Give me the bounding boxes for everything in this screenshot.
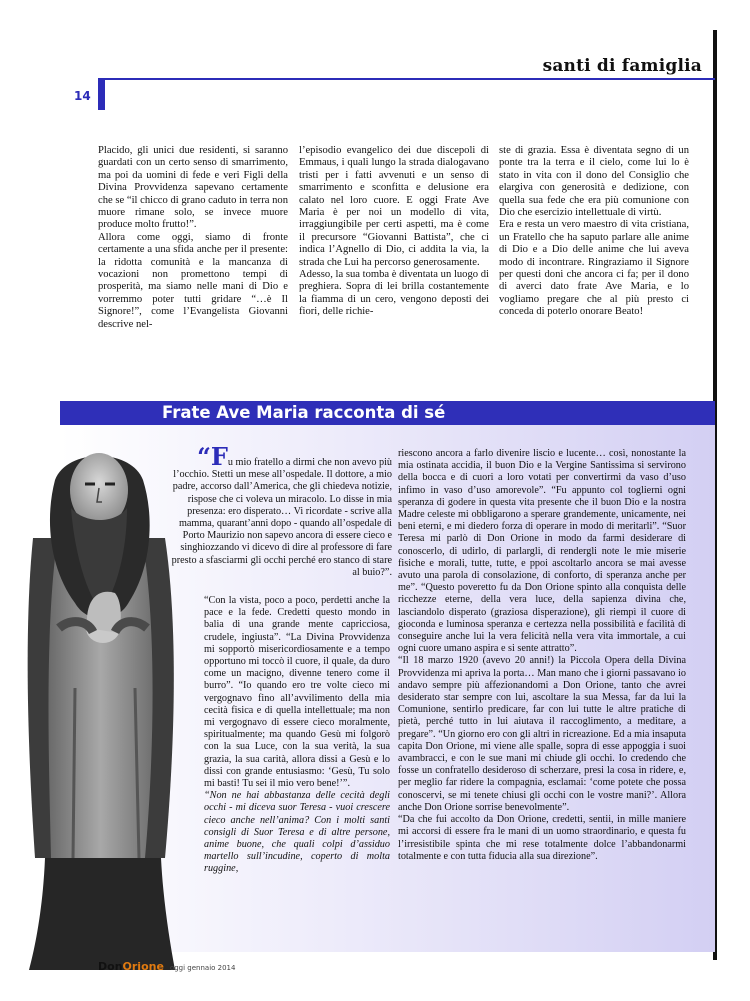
drop-cap: “F [197, 442, 228, 471]
footer-brand: Don [98, 960, 123, 973]
paragraph: Era e resta un vero maestro di vita cristiana, un Fratello che ha saputo parlare alle anime di Dio e a Dio delle anime che lui aveva modo di incontrare. Ringraziamo il Signore per questi doni che ancora ci fa; per il dono di averci dato frate Ave Maria, e lo vogliamo pregare che al più presto ci conceda di poterlo onorare Beato! [499, 219, 689, 318]
paragraph: l’episodio evangelico dei due discepoli di Emmaus, i quali lungo la strada dialogavano tristi per i fatti avvenuti e un senso di smarrimento e sconfitta e delusione era calato nel loro cuore. E oggi Frate Ave Maria è per noi un modello di vita, irraggiungibile per certi aspetti, ma è come il precursore “Giovanni Battista”, che ci indica l’Agnello di Dio, ci addita la via, la strada che Lui ha percorso generosamente. [299, 145, 489, 268]
footer-brand-accent: Orione [122, 960, 164, 973]
header-tab [98, 80, 105, 110]
article-column-2 [299, 145, 489, 319]
section-title: santi di famiglia [542, 56, 702, 76]
page-number: 14 [74, 89, 91, 103]
header-rule [98, 78, 715, 80]
footer [98, 960, 235, 973]
portrait-photo [15, 388, 187, 970]
box-title: Frate Ave Maria racconta di sé [162, 403, 446, 422]
box-intro [170, 442, 392, 579]
paragraph: riescono ancora a farlo divenire liscio e lucente… così, nonostante la mia ostinata accidia, il buon Dio e la Vergine Santissima si servirono della bocca e di cuori a loro votati per convertirmi da vaso d’uso infimo in vaso d’uso amorevole”. “Fu appunto col toglierni ogni speranza di godere in questa vita presente che il buon Dio e la nostra Madre celeste mi obbligarono a sperare grandemente, unicamente, nei beni eterni, e mi diedero forza di operare in modo di meritarli”. “Suor Teresa mi parlò di Don Orione in modo da farmi desiderare di conoscerlo, di udirlo, di parlargli, di rendergli note le mie miserie fisiche e morali, tutte, tutte, e ppoi ascoltarlo ancora se mai avesse avuto una parola di consolazione, di conforto, di speranza anche per me”. “Questo poveretto fu da Don Orione spinto alla conquista delle ricchezze eterne, della vera luce, della sapienza divina che, lasciandolo disperato (graziosa disperazione), gli riempì il cuore di gioconda e luminosa speranza e certezza nella possibilità e facilità di conseguire anche lui la vera felicità nella vera vita immortale, a cui ogni cuore umano aspira e si sente attratto”. [398, 448, 686, 655]
paragraph: “Da che fui accolto da Don Orione, credetti, sentii, in mille maniere mi accorsi di essere fra le mani di un uomo straordinario, e questa fu l’irresistibile spinta che mi rese totalmente dolce l’abbandonarmi totalmente e con tutta fiducia alla sua direzione”. [398, 814, 686, 862]
footer-date: oggi gennaio 2014 [169, 964, 236, 972]
box-column-1 [204, 595, 390, 876]
paragraph: Adesso, la sua tomba è diventata un luogo di preghiera. Sopra di lei brilla costantemente la fiamma di un cero, vengono deposti dei fiori, delle richie- [299, 269, 489, 318]
paragraph: Allora come oggi, siamo di fronte certamente a una sfida anche per il presente: la ridotta comunità e la mancanza di vocazioni non promettono tempi di prosperità, ma siamo nelle mani di Dio e vorremmo poter tutti gridare “…è Il Signore!”, come l’Evangelista Giovanni descrive nel- [98, 231, 288, 330]
paragraph: ste di grazia. Essa è diventata segno di un ponte tra la terra e il cielo, come lui lo è stato in vita con il dono del Consiglio che elargiva con generosità e dedizione, con quella sua fede che era più comunione con Dio che esercizio intellettuale di virtù. [499, 145, 689, 219]
article-column-3 [499, 145, 689, 319]
article-column-1 [98, 145, 288, 331]
paragraph: “Il 18 marzo 1920 (avevo 20 anni!) la Piccola Opera della Divina Provvidenza mi apriva la porta… Man mano che i giorni passavano io andavo sempre più affezionandomi a Don Orione, tanto che avrei desiderato star sempre con lui, ascoltare la sua Messa, far da lui la Comunione, sentirlo predicare, far con lui tutte le altre pratiche di pietà, perché tutto in lui aiutava il raccoglimento, a meditare, a pregare”. “Un giorno ero con gli altri in ricreazione. Ed a mia insaputa capita Don Orione, mi viene alle spalle, sopra di esse appoggia i suoi avambracci, e con le sue mani mi chiude gli occhi. Io credendo che fosse un confratello desideroso di scherzare, presi la cosa in ridere, e, per meglio far ridere la compagnia, esclamai: ‘come potete che possa conoscervi, se mi tenete chiusi gli occhi con le vostre mani?’. Allora anche Don Orione sorrise benevolmente”. [398, 655, 686, 813]
intro-text: u mio fratello a dirmi che non avevo più l’occhio. Stetti un mese all’ospedale. Il dottore, a mio padre, accorso dall’America, che gli chiedeva notizie, rispose che ci voleva un miracolo. Lo disse in mia presenza: ero disperato… Vi ricordate - scrive alla mamma, quarant’anni dopo - quando all’ospedale di Porto Maurizio non sapevo ancora di essere cieco e singhiozzando vi dicevo di dire al professore di fare presto a sfasciarmi gli occhi perché ero stanco di stare al buio?”. [171, 457, 392, 578]
paragraph: “Non ne hai abbastanza delle cecità degli occhi - mi diceva suor Teresa - vuoi crescere cieco anche nell’anima? Con i molti santi consigli di Suor Teresa e di altre persone, anime buone, che quali colpi d’assiduo martello sull’incudine, coperto di molta ruggine, [204, 790, 390, 875]
paragraph: Placido, gli unici due residenti, si saranno guardati con un certo senso di smarrimento, ma poi da uomini di fede e veri Figli della Divina Provvidenza sapevano certamente che se “il chicco di grano caduto in terra non muore rimane solo, se invece muore produce molto frutto!”. [98, 145, 288, 231]
paragraph: “Con la vista, poco a poco, perdetti anche la pace e la fede. Credetti questo mondo in balia di una grande mente capricciosa, crudele, ingiusta”. “La Divina Provvidenza mi sopportò misericordiosamente e a tempo opportuno mi toccò il cuore, il quale, da duro come un macigno, divenne tenero come il burro”. “Io quando ero tre volte cieco mi vergognavo fino all’avvilimento della mia cecità fisica e di quella intellettuale; ma non mi vergognavo di essere cieco moralmente, spiritualmente; ma quando Gesù mi folgorò con la sua Luce, con la sua verità, la sua grazia, la sua carità, allora dissi a Gesù e lo dissi con grande entusiasmo: ‘Gesù, Tu solo mi basti! Tu sei il mio vero bene!’”. [204, 595, 390, 790]
box-column-2 [398, 448, 686, 863]
